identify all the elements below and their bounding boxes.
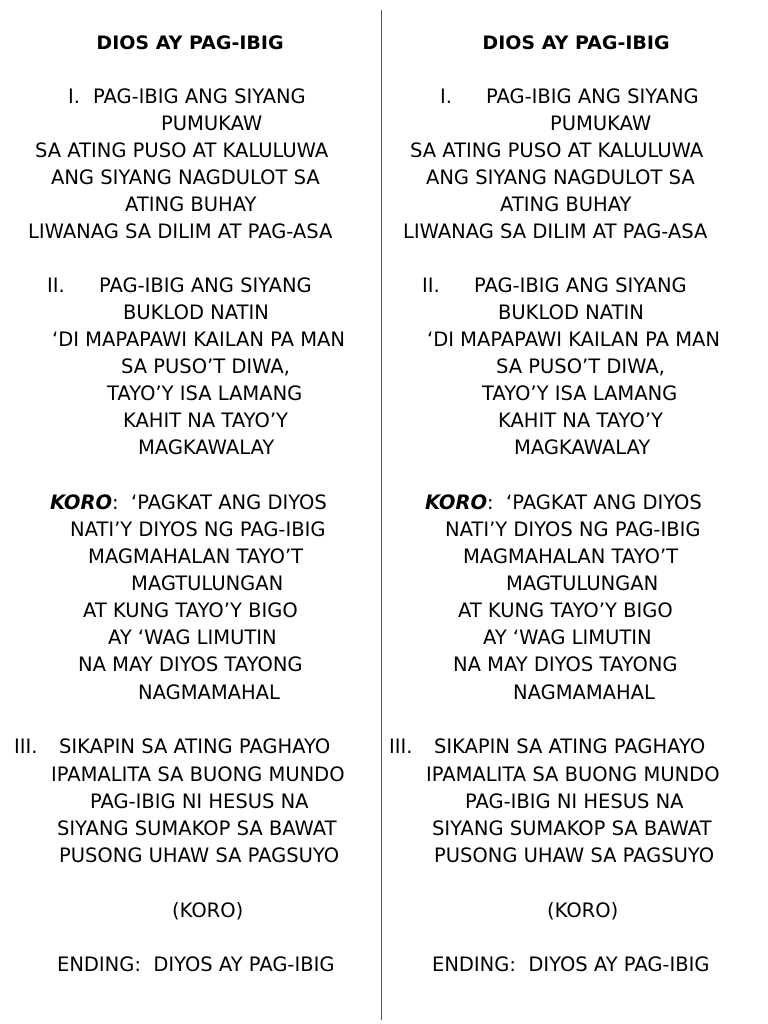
chorus-line: MAGMAHALAN TAYO’T [88, 545, 304, 568]
verse1-line: SA ATING PUSO AT KALULUWA [35, 139, 329, 162]
chorus-line: NA MAY DIYOS TAYONG [78, 653, 303, 676]
chorus-line: AY ‘WAG LIMUTIN [108, 626, 277, 649]
verse1-line: LIWANAG SA DILIM AT PAG-ASA [28, 220, 333, 243]
verse3-line: SIYANG SUMAKOP SA BAWAT [432, 817, 712, 840]
verse1-line: ATING BUHAY [125, 193, 257, 216]
verse2-line: SA PUSO’T DIWA, [496, 355, 665, 378]
ending-line: ENDING: DIYOS AY PAG-IBIG [432, 953, 710, 976]
chorus-line: NATI’Y DIYOS NG PAG-IBIG [445, 518, 701, 541]
chorus-line: NATI’Y DIYOS NG PAG-IBIG [70, 518, 326, 541]
chorus-line: NAGMAMAHAL [138, 681, 280, 704]
verse1-line: PAG-IBIG ANG SIYANG [486, 85, 699, 108]
left-column [0, 0, 380, 1024]
verse3-line: PAG-IBIG NI HESUS NA [465, 790, 684, 813]
chorus-line: MAGMAHALAN TAYO’T [463, 545, 679, 568]
verse2-line: KAHIT NA TAYO’Y [123, 409, 288, 432]
verse2-line: MAGKAWALAY [514, 436, 651, 459]
verse3-line: SIKAPIN SA ATING PAGHAYO [59, 735, 331, 758]
verse3-number: III. [14, 735, 38, 758]
verse2-line: PAG-IBIG ANG SIYANG [99, 274, 312, 297]
verse1-line: SA ATING PUSO AT KALULUWA [410, 139, 704, 162]
song-title: DIOS AY PAG-IBIG [482, 32, 670, 54]
verse3-number: III. [389, 735, 413, 758]
verse1-line: PUMUKAW [161, 112, 263, 135]
koro-repeat: (KORO) [547, 899, 619, 922]
verse1-number: I. [440, 85, 452, 108]
chorus-line: NA MAY DIYOS TAYONG [453, 653, 678, 676]
verse1-line: LIWANAG SA DILIM AT PAG-ASA [403, 220, 708, 243]
chorus-line: NAGMAMAHAL [513, 681, 655, 704]
verse2-line: TAYO’Y ISA LAMANG [107, 382, 303, 405]
verse3-line: PUSONG UHAW SA PAGSUYO [434, 844, 715, 867]
chorus-first-line [425, 490, 702, 516]
verse3-line: SIKAPIN SA ATING PAGHAYO [434, 735, 706, 758]
verse2-line: MAGKAWALAY [138, 436, 275, 459]
verse3-line: SIYANG SUMAKOP SA BAWAT [57, 817, 337, 840]
verse3-line: IPAMALITA SA BUONG MUNDO [51, 763, 345, 786]
chorus-line: MAGTULUNGAN [131, 572, 284, 595]
verse2-line: BUKLOD NATIN [123, 301, 269, 324]
verse2-line: SA PUSO’T DIWA, [121, 355, 290, 378]
chorus-first-line [50, 490, 327, 516]
chorus-line: MAGTULUNGAN [506, 572, 659, 595]
verse1-line: PAG-IBIG ANG SIYANG [93, 85, 306, 108]
verse1-number: I. [68, 85, 80, 108]
verse1-line: PUMUKAW [550, 112, 652, 135]
verse2-line: ‘DI MAPAPAWI KAILAN PA MAN [52, 328, 345, 351]
koro-repeat: (KORO) [172, 899, 244, 922]
verse1-line: ATING BUHAY [500, 193, 632, 216]
verse2-line: KAHIT NA TAYO’Y [498, 409, 663, 432]
right-column [384, 0, 768, 1024]
chorus-label: KORO [50, 491, 113, 514]
ending-line: ENDING: DIYOS AY PAG-IBIG [57, 953, 335, 976]
verse3-line: IPAMALITA SA BUONG MUNDO [426, 763, 720, 786]
verse2-number: II. [422, 274, 440, 297]
verse2-line: TAYO’Y ISA LAMANG [482, 382, 678, 405]
chorus-line: AY ‘WAG LIMUTIN [483, 626, 652, 649]
verse2-line: PAG-IBIG ANG SIYANG [474, 274, 687, 297]
chorus-label: KORO [425, 491, 488, 514]
verse3-line: PAG-IBIG NI HESUS NA [90, 790, 309, 813]
chorus-line: AT KUNG TAYO’Y BIGO [83, 599, 298, 622]
verse1-line: ANG SIYANG NAGDULOT SA [51, 166, 320, 189]
column-divider [381, 10, 382, 1020]
verse1-line: ANG SIYANG NAGDULOT SA [426, 166, 695, 189]
chorus-line: : ‘PAGKAT ANG DIYOS [487, 491, 702, 514]
verse2-line: ‘DI MAPAPAWI KAILAN PA MAN [427, 328, 720, 351]
chorus-line: : ‘PAGKAT ANG DIYOS [112, 491, 327, 514]
verse2-number: II. [47, 274, 65, 297]
song-title: DIOS AY PAG-IBIG [96, 32, 284, 54]
verse2-line: BUKLOD NATIN [498, 301, 644, 324]
verse3-line: PUSONG UHAW SA PAGSUYO [59, 844, 340, 867]
chorus-line: AT KUNG TAYO’Y BIGO [458, 599, 673, 622]
